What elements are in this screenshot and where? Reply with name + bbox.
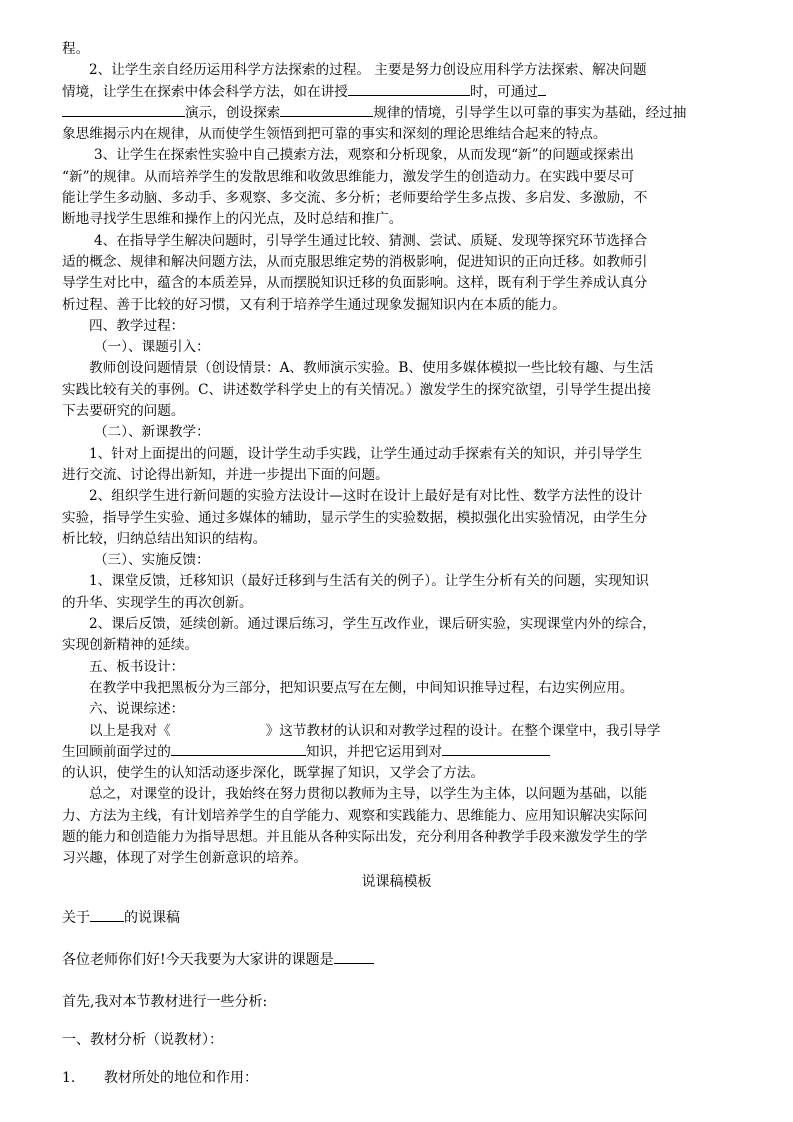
text-line: 教师创设问题情景（创设情景：A、教师演示实验。B、使用多媒体模拟一些比较有趣、与生活: [89, 360, 654, 377]
text-line: 2、让学生亲自经历运用科学方法探索的过程。 主要是努力创设应用科学方法探索、解决问题: [89, 62, 647, 79]
text-line: 析过程、善于比较的好习惯，又有利于培养学生通过现象发掘知识内在本质的能力。: [62, 296, 566, 313]
text-line: 断地寻找学生思维和操作上的闪光点，及时总结和推广。: [62, 211, 403, 228]
fill-blank: [334, 950, 374, 964]
text-line: 2、课后反馈，延续创新。通过课后练习，学生互改作业，课后研实验，实现课堂内外的综合，: [89, 616, 656, 633]
template-section-heading: 一、教材分析（说教材）：: [62, 1032, 223, 1048]
text-line: 生回顾前面学过的 知识，并把它运用到对: [62, 742, 746, 763]
item-number: 1.: [62, 1070, 76, 1086]
text-line: 4、在指导学生解决问题时，引导学生通过比较、猜测、尝试、质疑、发现等探究环节选择合: [94, 232, 648, 249]
text-line: 题的能力和创造能力为指导思想。并且能从各种实际出发，充分利用各种教学手段来激发学生的学: [62, 828, 648, 845]
fill-blank: [171, 742, 306, 756]
text-line: 实践比较有关的事例。C、讲述数学科学史上的有关情况。）激发学生的探究欲望，引导学生提出接: [62, 381, 652, 398]
text-line: 下去要研究的问题。: [62, 403, 185, 420]
text-line: 总之，对课堂的设计，我始终在努力贯彻以教师为主导，以学生为主体，以问题为基础，以能: [89, 786, 648, 803]
lesson-plan-body: [62, 39, 746, 870]
text-line: 的升华、实现学生的再次创新。: [62, 594, 253, 611]
subsection-heading: （一）、课题引入：: [94, 339, 210, 356]
template-title: 说课稿模板: [361, 874, 432, 890]
text-line: 的认识，使学生的认知活动逐步深化，既掌握了知识，又学会了方法。: [62, 765, 485, 782]
text-line: 在教学中我把黑板分为三部分，把知识要点写在左侧，中间知识推导过程，右边实例应用。: [89, 679, 634, 696]
template-line-about: 关于 的说课稿: [62, 910, 180, 926]
fill-blank: [90, 908, 124, 922]
fill-blank: [62, 103, 185, 117]
text-line: 3、让学生在探索性实验中自己摸索方法，观察和分析现象，从而发现“新”的问题或探索出: [94, 147, 634, 164]
fill-blank: [538, 82, 546, 96]
subsection-heading: （二）、新课教学：: [94, 424, 210, 441]
fill-blank: [348, 82, 470, 96]
item-text: 教材所处的地位和作用：: [104, 1070, 258, 1086]
text-line: 力、方法为主线，有计划培养学生的自学能力、观察和实践能力、思维能力、应用知识解决实际问: [62, 807, 648, 824]
section-heading: 六、说课综述：: [89, 701, 185, 718]
section-heading: 五、板书设计：: [89, 658, 185, 675]
text-line: 2、组织学生进行新问题的实验方法设计—这时在设计上最好是有对比性、数学方法性的设计: [89, 488, 643, 505]
text-line: 演示，创设探索 规律的情境，引导学生以可靠的事实为基础，经过抽: [62, 103, 746, 124]
text-line: 实现创新精神的延续。: [62, 637, 199, 654]
text-line: 析比较，归纳总结出知识的结构。: [62, 530, 267, 547]
text-line: 能让学生多动脑、多动手、多观察、多交流、多分析；老师要给学生多点拨、多启发、多激励，不: [62, 190, 648, 207]
text-line: 习兴趣，体现了对学生创新意识的培养。: [62, 850, 308, 867]
text-line: 适的概念、规律和解决问题方法，从而克服思维定势的消极影响，促进知识的正向迁移。如教师引: [62, 253, 648, 270]
text-line: 程。: [62, 41, 90, 57]
text-line: 1、针对上面提出的问题，设计学生动手实践，让学生通过动手探索有关的知识，并引导学生: [89, 445, 643, 462]
template-line-first: 首先,我对本节教材进行一些分析:: [62, 994, 268, 1010]
text-line: 以上是我对《 》这节教材的认识和对教学过程的设计。在整个课堂中，我引导学: [89, 722, 661, 739]
section-heading: 四、教学过程：: [89, 317, 185, 334]
text-line: 进行交流、讨论得出新知，并进一步提出下面的问题。: [62, 466, 389, 483]
fill-blank: [280, 103, 373, 117]
text-line: 象思维揭示内在规律，从而使学生领悟到把可靠的事实和深刻的理论思维结合起来的特点。: [62, 126, 607, 143]
text-line: 导学生对比中，蕴含的本质差异，从而摆脱知识迁移的负面影响。这样，既有利于学生养成认真分: [62, 275, 648, 292]
template-line-greeting: 各位老师你们好!今天我要为大家讲的课题是: [62, 950, 746, 970]
text-line: 1、课堂反馈，迁移知识（最好迁移到与生活有关的例子）。让学生分析有关的问题，实现知识: [89, 573, 650, 590]
text-line: 实验，指导学生实验、通过多媒体的辅助，显示学生的实验数据，模拟强化出实验情况，由学生分: [62, 509, 648, 526]
fill-blank: [442, 742, 550, 756]
text-line: 情境，让学生在探索中体会科学方法，如在讲授 时，可通过: [62, 82, 746, 103]
template-numbered-item: [62, 1068, 746, 1088]
subsection-heading: （三）、实施反馈：: [94, 552, 210, 569]
text-line: “新”的规律。从而培养学生的发散思维和收敛思维能力，激发学生的创造动力。在实践中要尽可: [62, 168, 635, 185]
